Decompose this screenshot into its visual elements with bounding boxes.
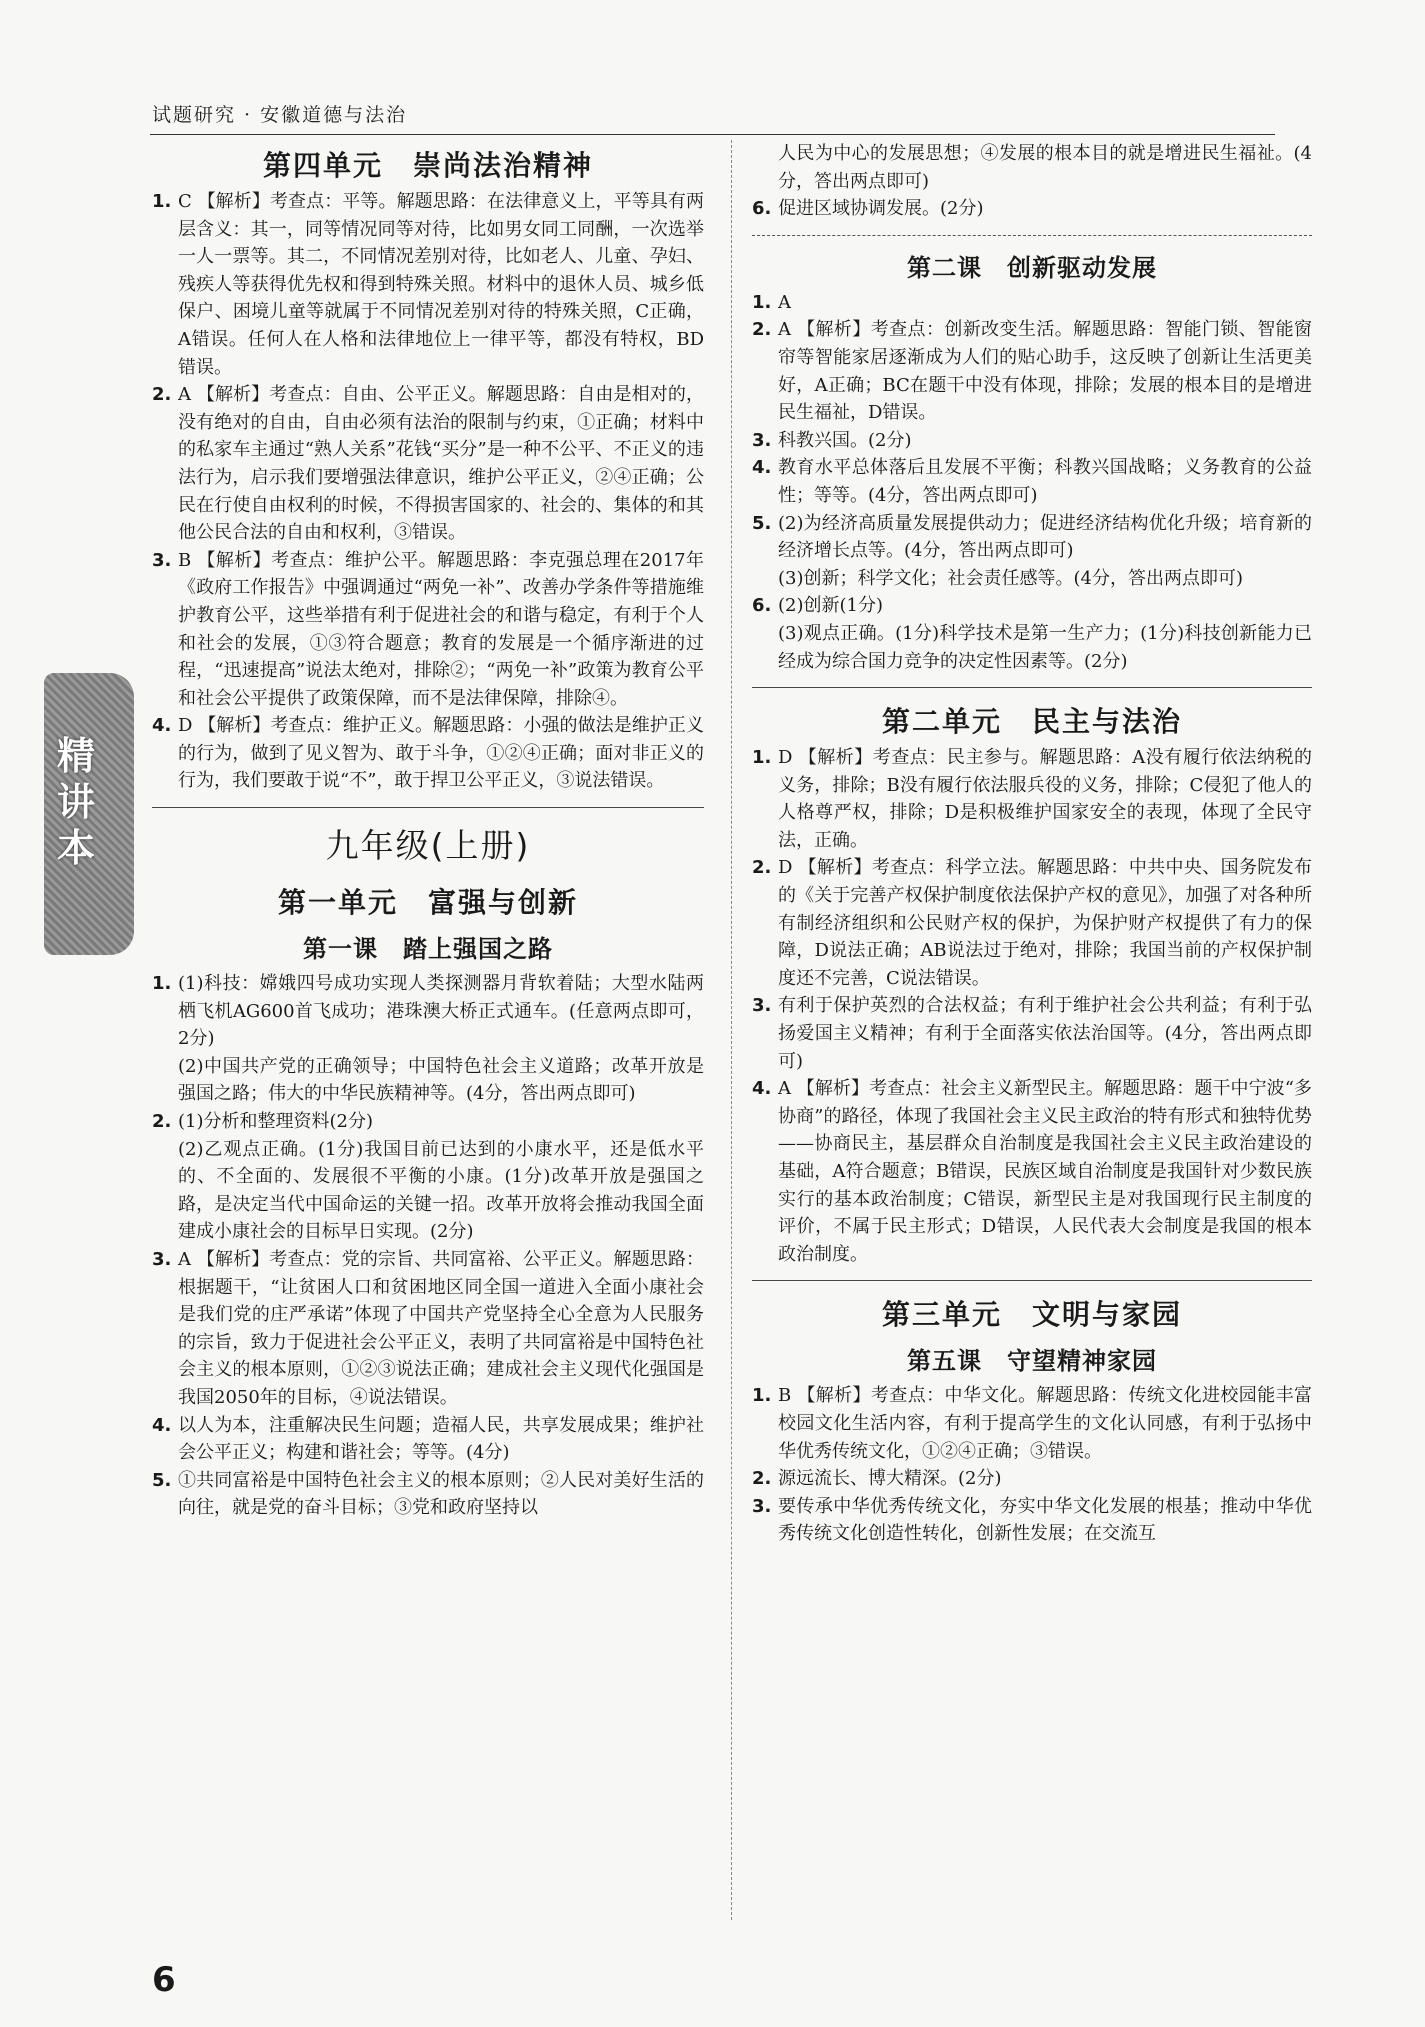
- section-rule: [752, 687, 1312, 688]
- unit2-item-3: [752, 992, 1312, 1075]
- item-text: 源远流长、博大精深。(2分): [778, 1468, 1002, 1490]
- lesson2-item-3: [752, 427, 1312, 455]
- unit4-item-3: [152, 547, 704, 713]
- lesson1-item-4: [152, 1412, 704, 1467]
- item-number: 4.: [752, 457, 772, 479]
- item-number: 2.: [152, 384, 172, 406]
- item-text: 教育水平总体落后且发展不平衡；科教兴国战略；义务教育的公益性；等等。(4分，答出两点即可): [778, 457, 1312, 506]
- column-divider: [731, 140, 732, 1920]
- item-text: 有利于保护英烈的合法权益；有利于维护社会公共利益；有利于弘扬爱国主义精神；有利于全面落实依法治国等。(4分，答出两点即可): [778, 995, 1312, 1072]
- item-number: 1.: [152, 191, 172, 212]
- lesson2-item-4: [752, 454, 1312, 509]
- item-number: 3.: [752, 429, 772, 451]
- item-number: 1.: [752, 291, 772, 313]
- item-number: 1.: [152, 973, 172, 995]
- item-text: 要传承中华优秀传统文化，夯实中华文化发展的根基；推动中华优秀传统文化创造性转化，创新性发展；在交流互: [778, 1495, 1312, 1545]
- item-text: A 【解析】考查点：自由、公平正义。解题思路：自由是相对的，没有绝对的自由，自由必须有法治的限制与约束，①正确；材料中的私家车主通过“熟人关系”花钱“买分”是一种不公平、不正义的违法行为，启示我们要增强法律意识，维护公平正义，②④正确；公民在行使自由权利的时候，不得损害国家的、社会的、集体的和其他公民合法的自由和权利，③错误。: [178, 384, 704, 544]
- header-rule: [150, 134, 1275, 135]
- lesson2-item-1: [752, 289, 1312, 317]
- item-text: (3)创新；科学文化；社会责任感等。(4分，答出两点即可): [778, 567, 1243, 589]
- item-text: A 【解析】考查点：社会主义新型民主。解题思路：题干中宁波“多协商”的路径，体现了我国社会主义民主政治的特有形式和独特优势——协商民主，基层群众自治制度是我国社会主义民主政治建设的基础，A符合题意；B错误，民族区域自治制度是我国针对少数民族实行的基本政治制度；C错误，新型民主是对我国现行民主制度的评价，不属于民主形式；D错误，人民代表大会制度是我国的根本政治制度。: [778, 1078, 1312, 1265]
- lesson5-title: 第五课 守望精神家园: [907, 1347, 1157, 1376]
- item-number: 5.: [752, 512, 772, 534]
- unit2-item-4: [752, 1075, 1312, 1268]
- item-text: A: [778, 291, 791, 313]
- item-text: D 【解析】考查点：维护正义。解题思路：小强的做法是维护正义的行为，做到了见义智为、敢于斗争，①②④正确；面对非正义的行为，我们要敢于说“不”，敢于捍卫公平正义，③说法错误。: [178, 715, 704, 792]
- item-text: B 【解析】考查点：维护公平。解题思路：李克强总理在2017年《政府工作报告》中强调通过“两免一补”、改善办学条件等措施维护教育公平，这些举措有利于促进社会的和谐与稳定，有利于个人和社会的发展，①③符合题意；教育的发展是一个循序渐进的过程，“迅速提高”说法太绝对，排除②；“两免一补”政策为教育公平和社会公平提供了政策保障，而不是法律保障，排除④。: [178, 549, 704, 709]
- item-text: (1)分析和整理资料(2分): [178, 1111, 373, 1133]
- unit4-title: 第四单元 崇尚法治精神: [262, 149, 593, 182]
- item-text: (1)科技：嫦娥四号成功实现人类探测器月背软着陆；大型水陆两栖飞机AG600首飞成功；港珠澳大桥正式通车。(任意两点即可，2分): [178, 973, 704, 1050]
- item-text: (2)中国共产党的正确领导；中国特色社会主义道路；改革开放是强国之路；伟大的中华民族精神等。(4分，答出两点即可): [178, 1055, 704, 1105]
- unit2-item-2: [752, 854, 1312, 992]
- unit3-title: 第三单元 文明与家园: [881, 1298, 1182, 1332]
- item-number: 4.: [152, 715, 172, 737]
- section-rule: [752, 1280, 1312, 1281]
- item-number: 3.: [752, 995, 772, 1017]
- lesson1-item-6: [752, 195, 1312, 223]
- section-rule: [752, 235, 1312, 236]
- unit4-item-4: [152, 712, 704, 795]
- item-text: (2)创新(1分): [778, 595, 883, 617]
- item-text: D 【解析】考查点：民主参与。解题思路：A没有履行依法纳税的义务，排除；B没有履行依法服兵役的义务，排除；C侵犯了他人的人格尊严权，排除；D是积极维护国家安全的表现，体现了全民守法，正确。: [778, 747, 1312, 851]
- lesson2-title: 第二课 创新驱动发展: [907, 253, 1157, 282]
- running-header: 试题研究 · 安徽道德与法治: [152, 104, 408, 126]
- grade-title: 九年级(上册): [325, 826, 531, 866]
- lesson2-item-5: [752, 510, 1312, 593]
- item-number: 6.: [752, 198, 772, 220]
- item-number: 3.: [152, 549, 172, 571]
- item-text: A 【解析】考查点：创新改变生活。解题思路：智能门锁、智能窗帘等智能家居逐渐成为人们的贴心助手，这反映了创新让生活更美好，A正确；BC在题干中没有体现，排除；发展的根本目的是增进民生福祉，D错误。: [778, 319, 1312, 424]
- lesson1-item-2: [152, 1108, 704, 1246]
- lesson1-item-3: [152, 1246, 704, 1412]
- lesson5-item-3: [752, 1493, 1312, 1548]
- item-text: 促进区域协调发展。(2分): [778, 198, 984, 220]
- item-text: 人民为中心的发展思想；④发展的根本目的就是增进民生福祉。(4分，答出两点即可): [778, 143, 1312, 192]
- item-text: B 【解析】考查点：中华文化。解题思路：传统文化进校园能丰富校园文化生活内容，有利于提高学生的文化认同感，有利于弘扬中华优秀传统文化，①②④正确；③错误。: [778, 1385, 1312, 1462]
- lesson1-item-5: [152, 1467, 704, 1522]
- item-text: (2)乙观点正确。(1分)我国目前已达到的小康水平，还是低水平的、不全面的、发展很不平衡的小康。(1分)改革开放是强国之路，是决定当代中国命运的关键一招。改革开放将会推动我国全面建成小康社会的目标早日实现。(2分): [178, 1138, 704, 1243]
- item-text: D 【解析】考查点：科学立法。解题思路：中共中央、国务院发布的《关于完善产权保护制度依法保护产权的意见》，加强了对各种所有制经济组织和公民财产权的保护，为保护财产权提供了有力的保障，D说法正确；AB说法过于绝对，排除；我国当前的产权保护制度还不完善，C说法错误。: [778, 857, 1312, 989]
- item-number: 4.: [152, 1414, 172, 1436]
- lesson2-item-2: [752, 316, 1312, 426]
- unit2-title: 第二单元 民主与法治: [881, 705, 1182, 739]
- item-text: A 【解析】考查点：党的宗旨、共同富裕、公平正义。解题思路：根据题干，“让贫困人口和贫困地区同全国一道进入全面小康社会是我们党的庄严承诺”体现了中国共产党坚持全心全意为人民服务的宗旨，致力于促进社会公平正义，表明了共同富裕是中国特色社会主义的根本原则，①②③说法正确；建成社会主义现代化强国是我国2050年的目标，④说法错误。: [178, 1249, 704, 1408]
- side-tab: [44, 673, 134, 955]
- section-rule: [152, 807, 704, 808]
- item-text: (2)为经济高质量发展提供动力；促进经济结构优化升级；培育新的经济增长点等。(4分，答出两点即可): [778, 512, 1312, 562]
- item-text: 科教兴国。(2分): [778, 429, 912, 451]
- unit4-item-2: [152, 381, 704, 547]
- lesson1-title: 第一课 踏上强国之路: [303, 935, 553, 964]
- item-text: 以人为本，注重解决民生问题；造福人民，共享发展成果；维护社会公平正义；构建和谐社会；等等。(4分): [178, 1414, 704, 1464]
- item-number: 1.: [752, 747, 772, 769]
- item-number: 2.: [752, 857, 772, 879]
- item-text: ①共同富裕是中国特色社会主义的根本原则；②人民对美好生活的向往，就是党的奋斗目标；③党和政府坚持以: [178, 1469, 704, 1519]
- item-text: (3)观点正确。(1分)科学技术是第一生产力；(1分)科技创新能力已经成为综合国力竞争的决定性因素等。(2分): [778, 622, 1312, 672]
- lesson5-item-1: [752, 1382, 1312, 1465]
- left-column: [152, 140, 704, 1522]
- item-number: 1.: [752, 1385, 772, 1407]
- item-number: 3.: [152, 1249, 172, 1270]
- item-number: 2.: [752, 1468, 772, 1490]
- item-number: 2.: [752, 319, 772, 341]
- lesson2-item-6: [752, 592, 1312, 675]
- item-number: 2.: [152, 1111, 172, 1133]
- item-text: C 【解析】考查点：平等。解题思路：在法律意义上，平等具有两层含义：其一，同等情况同等对待，比如男女同工同酬，一次选举一人一票等。其二，不同情况差别对待，比如老人、儿童、孕妇、残疾人等获得优先权和得到特殊关照。材料中的退休人员、城乡低保户、困境儿童等就属于不同情况差别对待的特殊关照，C正确，A错误。任何人在人格和法律地位上一律平等，都没有特权，BD错误。: [178, 191, 704, 378]
- continued-item: [752, 140, 1312, 195]
- page-number: 6: [152, 1960, 176, 2000]
- item-number: 6.: [752, 595, 772, 617]
- side-tab-label: 精讲本: [56, 734, 95, 870]
- lesson5-item-2: [752, 1465, 1312, 1493]
- unit4-item-1: [152, 188, 704, 381]
- item-number: 4.: [752, 1078, 772, 1100]
- item-number: 3.: [752, 1495, 772, 1517]
- unit2-item-1: [752, 744, 1312, 854]
- unit1-title: 第一单元 富强与创新: [277, 886, 578, 920]
- item-number: 5.: [152, 1469, 172, 1491]
- lesson1-item-1: [152, 970, 704, 1108]
- right-column: [752, 140, 1312, 1548]
